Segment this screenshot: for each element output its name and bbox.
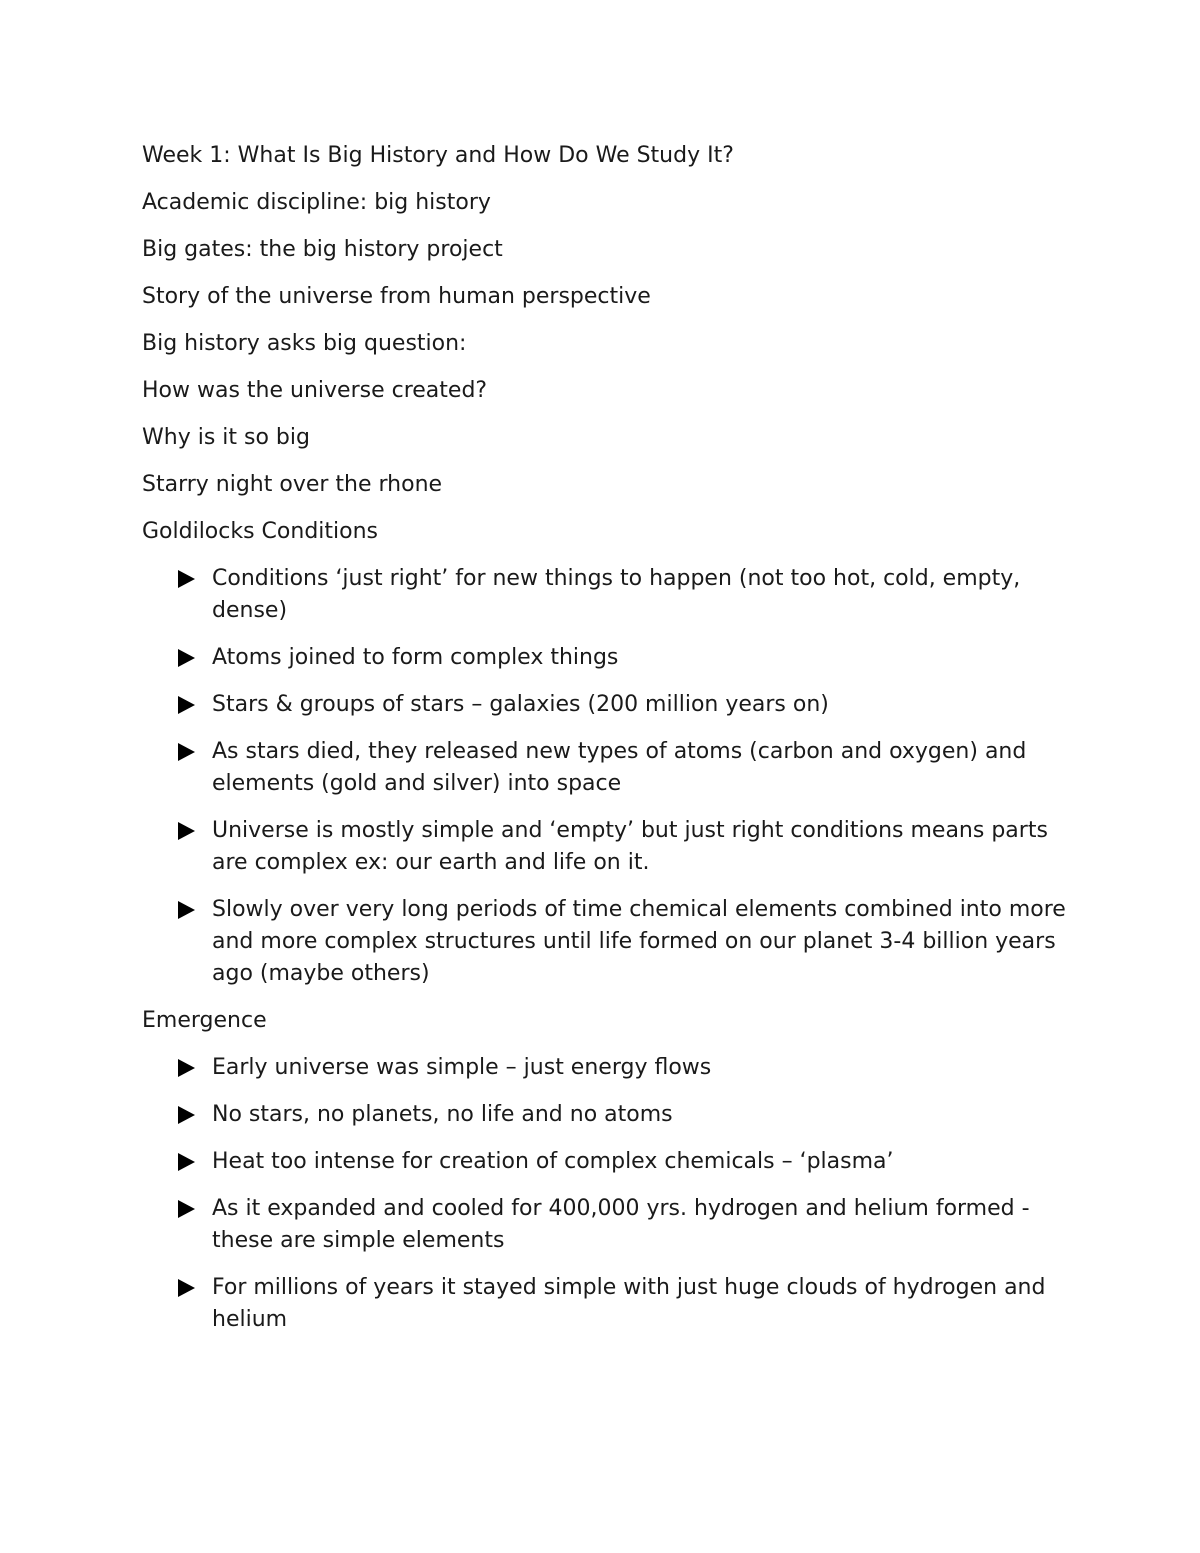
list-item [142,563,1072,627]
list-item-text: For millions of years it stayed simple with just huge clouds of hydrogen and helium [212,1275,1046,1332]
intro-line: Story of the universe from human perspective [142,284,651,309]
right-triangle-arrow-icon [178,649,195,667]
intro-line: How was the universe created? [142,378,488,403]
list-item [142,689,1072,721]
section-heading-goldilocks: Goldilocks Conditions [142,519,379,544]
list-item [142,1272,1072,1336]
intro-line: Why is it so big [142,425,310,450]
right-triangle-arrow-icon [178,1200,195,1218]
list-item [142,1099,1072,1131]
document-body [142,140,1072,1351]
list-item-text: Slowly over very long periods of time chemical elements combined into more and more complex structures until life formed on our planet 3-4 billion years ago (maybe others) [212,897,1066,986]
list-item-text: Conditions ‘just right’ for new things to happen (not too hot, cold, empty, dense) [212,566,1021,623]
list-item [142,1193,1072,1257]
list-item [142,1146,1072,1178]
right-triangle-arrow-icon [178,743,195,761]
intro-line: Big history asks big question: [142,331,467,356]
right-triangle-arrow-icon [178,1059,195,1077]
goldilocks-bullet-list [142,563,1072,990]
right-triangle-arrow-icon [178,1279,195,1297]
right-triangle-arrow-icon [178,1106,195,1124]
list-item-text: Early universe was simple – just energy flows [212,1055,712,1080]
right-triangle-arrow-icon [178,696,195,714]
list-item-text: Atoms joined to form complex things [212,645,619,670]
list-item-text: No stars, no planets, no life and no atoms [212,1102,673,1127]
right-triangle-arrow-icon [178,570,195,588]
list-item-text: Heat too intense for creation of complex chemicals – ‘plasma’ [212,1149,894,1174]
list-item [142,894,1072,990]
right-triangle-arrow-icon [178,1153,195,1171]
list-item-text: Universe is mostly simple and ‘empty’ but just right conditions means parts are complex ex: our earth and life on it. [212,818,1048,875]
emergence-bullet-list [142,1052,1072,1336]
list-item-text: As stars died, they released new types of atoms (carbon and oxygen) and elements (gold and silver) into space [212,739,1027,796]
list-item [142,736,1072,800]
list-item-text: Stars & groups of stars – galaxies (200 million years on) [212,692,829,717]
section-heading-emergence: Emergence [142,1008,267,1033]
list-item [142,815,1072,879]
document-title: Week 1: What Is Big History and How Do We Study It? [142,143,734,168]
right-triangle-arrow-icon [178,822,195,840]
intro-line: Big gates: the big history project [142,237,503,262]
list-item-text: As it expanded and cooled for 400,000 yrs. hydrogen and helium formed - these are simple elements [212,1196,1030,1253]
right-triangle-arrow-icon [178,901,195,919]
intro-line: Starry night over the rhone [142,472,443,497]
list-item [142,642,1072,674]
list-item [142,1052,1072,1084]
intro-line: Academic discipline: big history [142,190,491,215]
